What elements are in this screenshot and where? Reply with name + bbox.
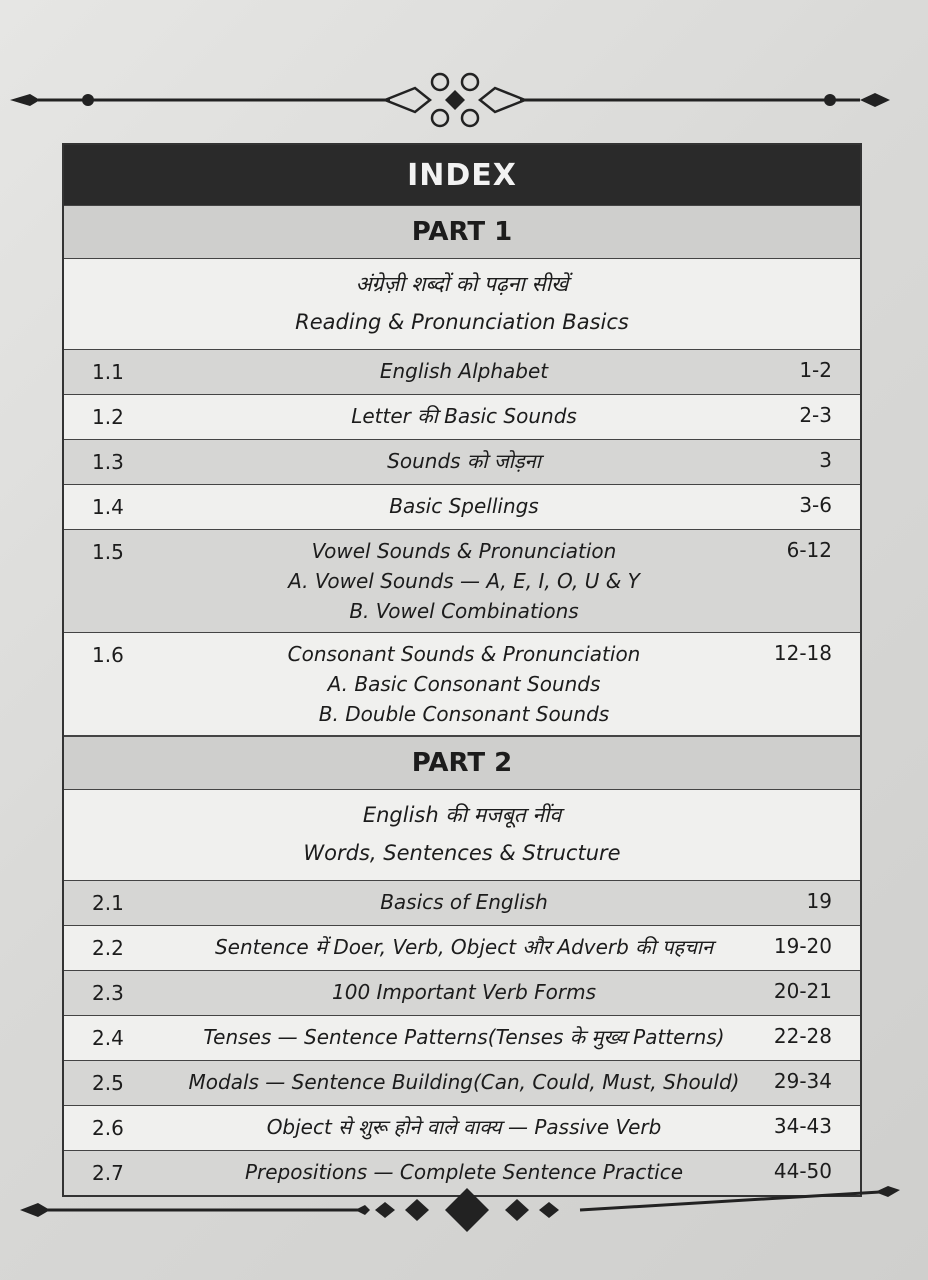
index-row-1-5	[64, 530, 860, 633]
row-number: 1.3	[92, 450, 124, 474]
row-pages: 6-12	[786, 538, 832, 562]
row-pages: 3-6	[799, 493, 832, 517]
row-title: Sentence में Doer, Verb, Object और Adverb की पहचान	[214, 935, 714, 959]
index-row-2-4	[64, 1016, 860, 1061]
row-pages: 12-18	[773, 641, 832, 665]
row-number: 2.4	[92, 1026, 124, 1050]
row-pages: 2-3	[799, 403, 832, 427]
row-title-main: Vowel Sounds & Pronunciation	[311, 539, 617, 563]
part-2-section-title	[64, 790, 860, 881]
row-number: 2.2	[92, 936, 124, 960]
row-title	[156, 633, 772, 735]
row-title: Sounds को जोड़ना	[387, 449, 541, 473]
row-pages: 34-43	[773, 1114, 832, 1138]
index-row-2-3	[64, 971, 860, 1016]
row-subtitle: A. Vowel Sounds — A, E, I, O, U & Y	[288, 569, 640, 593]
row-title: Prepositions — Complete Sentence Practice	[244, 1160, 684, 1184]
section-title-hindi: English की मजबूत नींव	[362, 803, 562, 827]
row-subtitle: B. Double Consonant Sounds	[318, 702, 610, 726]
index-row-1-1	[64, 350, 860, 395]
row-number: 2.1	[92, 891, 124, 915]
index-row-1-4	[64, 485, 860, 530]
row-number: 2.3	[92, 981, 124, 1005]
row-title-main: Consonant Sounds & Pronunciation	[287, 642, 641, 666]
row-pages: 19	[806, 889, 832, 913]
row-number: 1.4	[92, 495, 124, 519]
part-1-heading: PART 1	[64, 205, 860, 259]
row-number: 1.2	[92, 405, 124, 429]
index-table	[62, 143, 862, 1197]
row-pages: 3	[819, 448, 832, 472]
row-title: Object से शुरू होने वाले वाक्य — Passive Verb	[266, 1115, 662, 1139]
row-title: Tenses — Sentence Patterns(Tenses के मुख्य Patterns)	[203, 1025, 725, 1049]
row-pages: 1-2	[799, 358, 832, 382]
row-title: Basic Spellings	[389, 494, 539, 518]
part-2-heading: PART 2	[64, 736, 860, 790]
row-title	[156, 530, 772, 632]
part-1-section-title	[64, 259, 860, 350]
index-row-1-6	[64, 633, 860, 736]
row-subtitle: B. Vowel Combinations	[349, 599, 579, 623]
index-row-2-5	[64, 1061, 860, 1106]
index-row-2-6	[64, 1106, 860, 1151]
index-header: INDEX	[64, 145, 860, 205]
row-pages: 20-21	[773, 979, 832, 1003]
row-title: 100 Important Verb Forms	[332, 980, 596, 1004]
row-subtitle: A. Basic Consonant Sounds	[327, 672, 601, 696]
index-row-1-3	[64, 440, 860, 485]
index-row-2-2	[64, 926, 860, 971]
row-number: 2.7	[92, 1161, 124, 1185]
index-row-2-1	[64, 881, 860, 926]
section-title-english: Reading & Pronunciation Basics	[295, 310, 629, 334]
bottom-ornament-icon	[20, 1170, 900, 1240]
section-title-hindi: अंग्रेज़ी शब्दों को पढ़ना सीखें	[355, 272, 569, 296]
row-number: 2.5	[92, 1071, 124, 1095]
section-title-english: Words, Sentences & Structure	[303, 841, 621, 865]
row-pages: 22-28	[773, 1024, 832, 1048]
row-pages: 44-50	[773, 1159, 832, 1183]
row-pages: 19-20	[773, 934, 832, 958]
row-number: 1.5	[92, 540, 124, 564]
top-ornament-icon	[10, 62, 900, 142]
row-number: 2.6	[92, 1116, 124, 1140]
row-number: 1.1	[92, 360, 124, 384]
row-number: 1.6	[92, 643, 124, 667]
row-title: Basics of English	[380, 890, 548, 914]
index-row-1-2	[64, 395, 860, 440]
row-title: English Alphabet	[379, 359, 549, 383]
row-pages: 29-34	[773, 1069, 832, 1093]
row-title: Modals — Sentence Building(Can, Could, Must, Should)	[188, 1070, 740, 1094]
row-title: Letter की Basic Sounds	[351, 404, 577, 428]
